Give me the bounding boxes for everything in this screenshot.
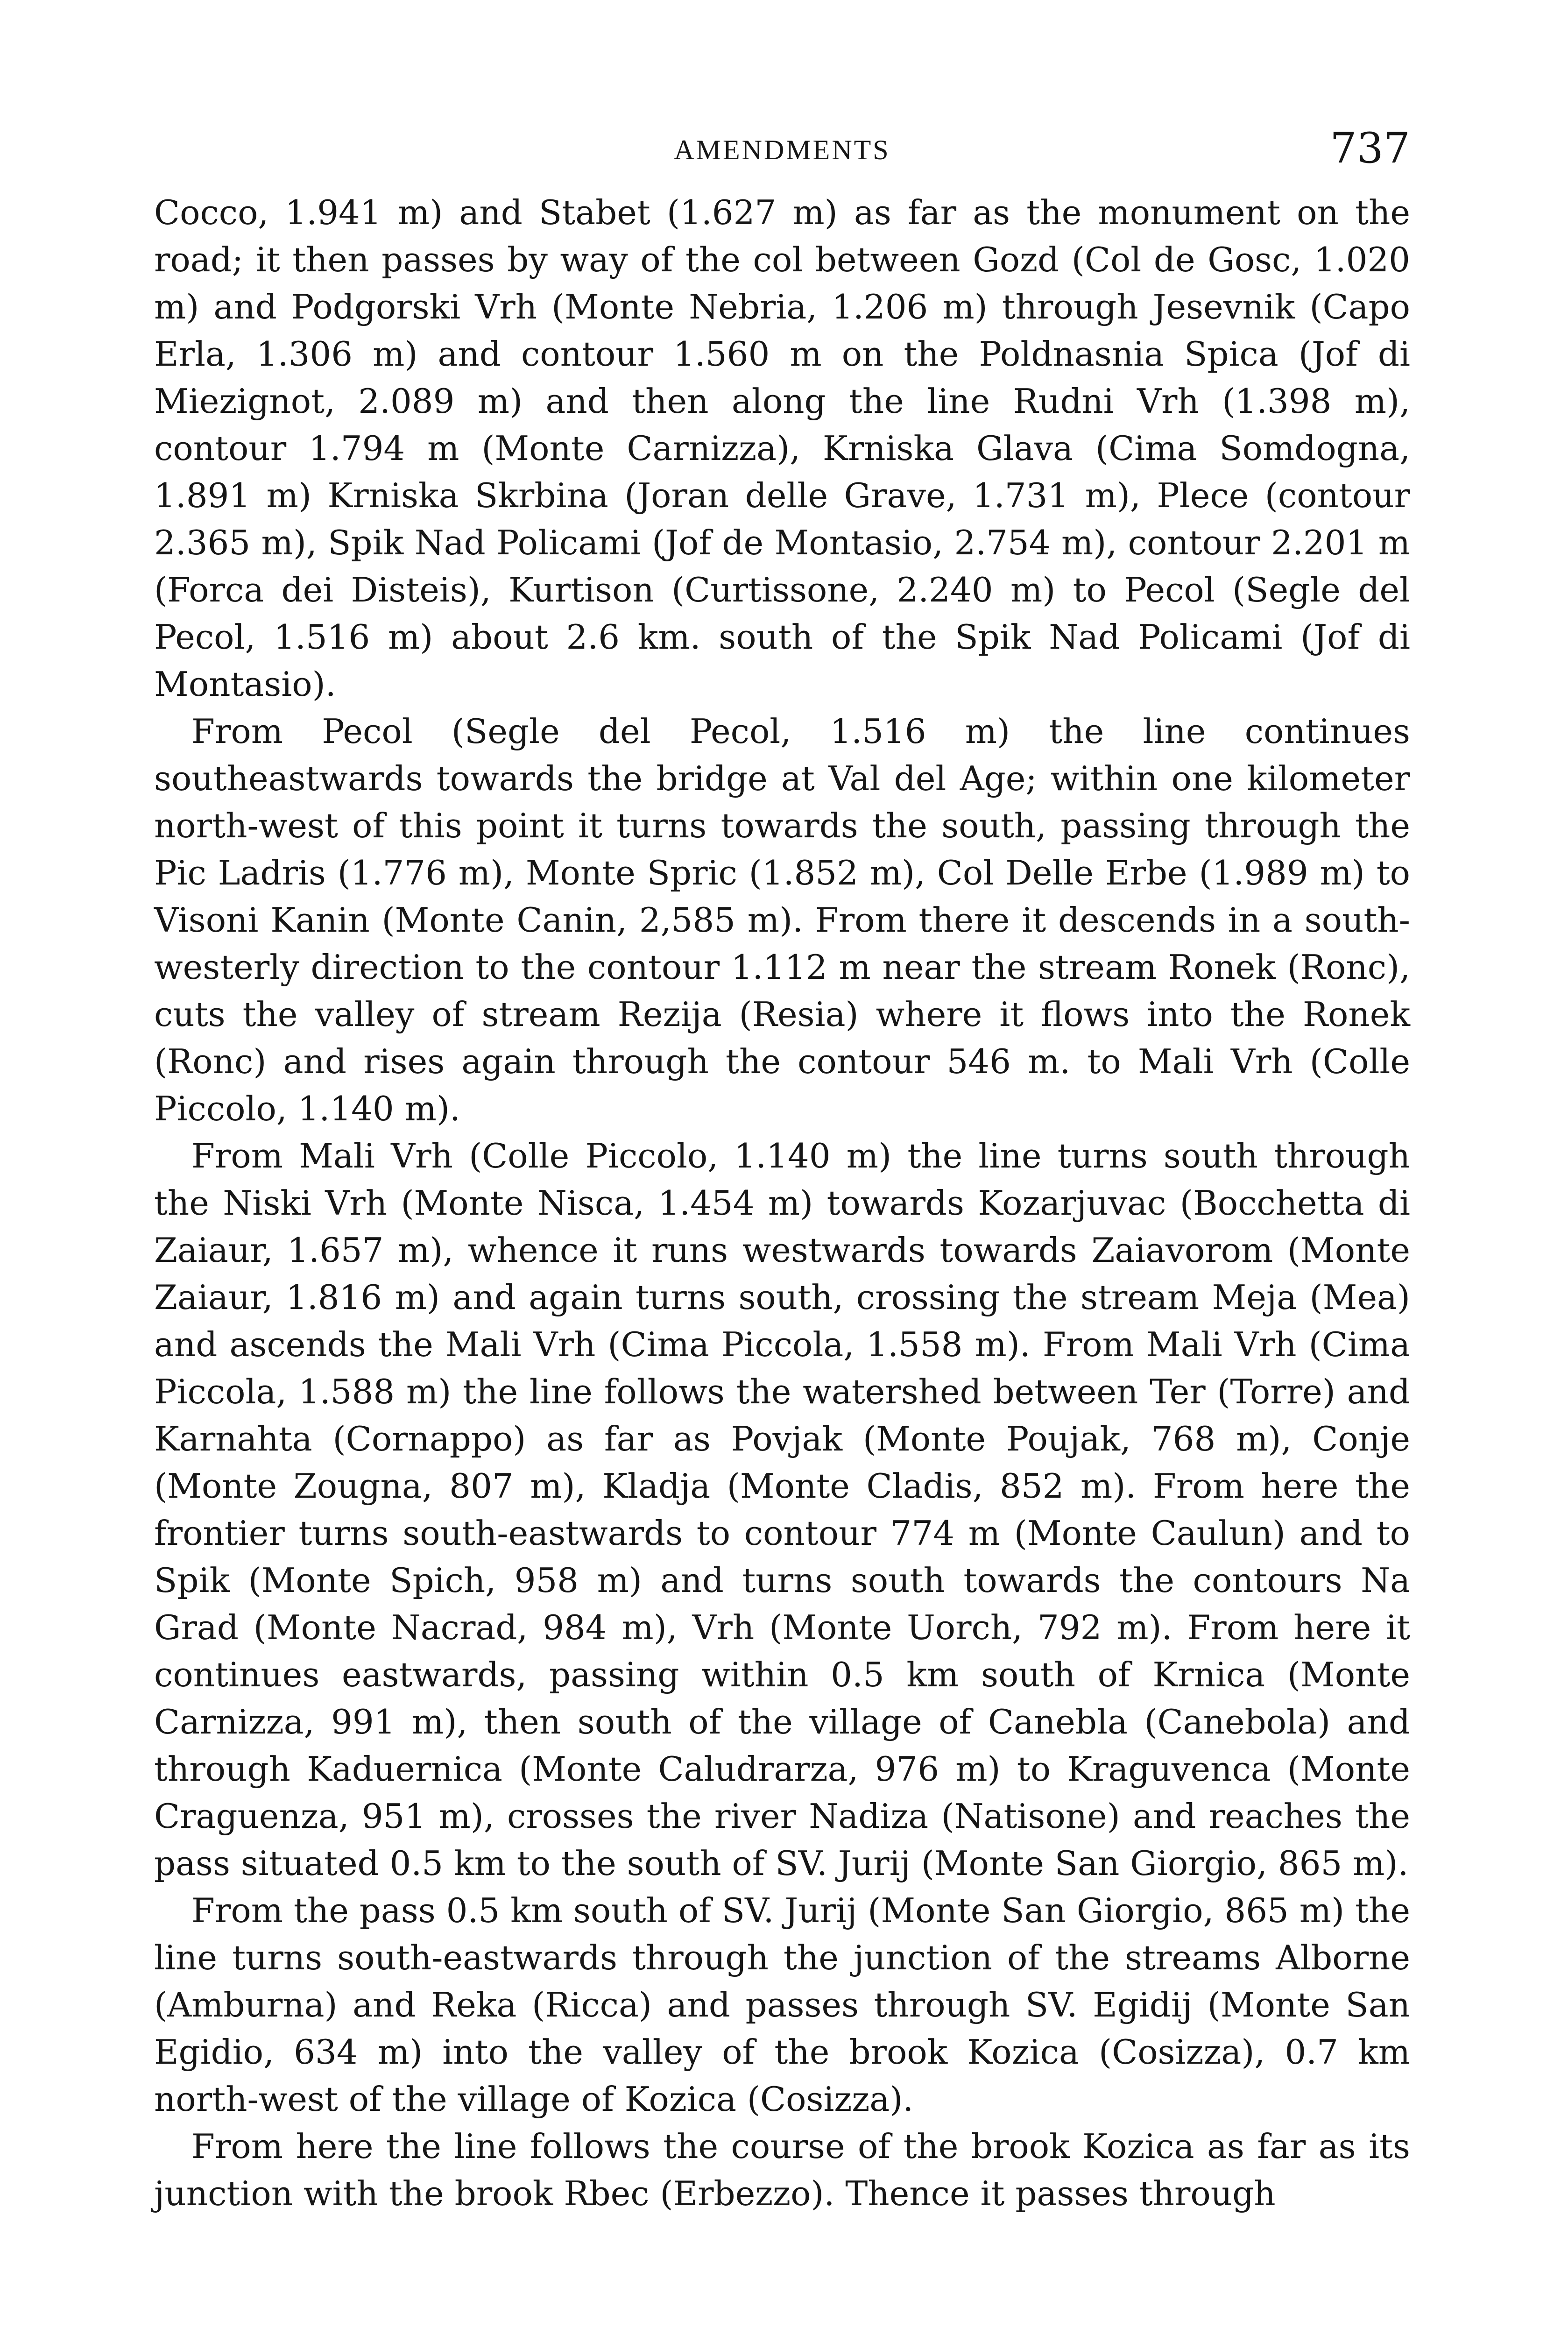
paragraph: From the pass 0.5 km south of SV. Jurij (Monte San Giorgio, 865 m) the line turns south-eastwards through the junction of the streams Alborne (Amburna) and Reka (Ricca) and passes through SV. Egidij (Monte San Egidio, 634 m) into the valley of the brook Kozica (Cosizza), 0.7 km north-west of the village of Kozica (Cosizza).	[154, 1891, 1410, 2119]
paragraph: From Mali Vrh (Colle Piccolo, 1.140 m) the line turns south through the Niski Vrh (Monte Nisca, 1.454 m) towards Kozarjuvac (Bocchetta di Zaiaur, 1.657 m), whence it runs westwards towards Zaiavorom (Monte Zaiaur, 1.816 m) and again turns south, crossing the stream Meja (Mea) and ascends the Mali Vrh (Cima Piccola, 1.558 m). From Mali Vrh (Cima Piccola, 1.588 m) the line follows the watershed between Ter (Torre) and Karnahta (Cornappo) as far as Povjak (Monte Poujak, 768 m), Conje (Monte Zougna, 807 m), Kladja (Monte Cladis, 852 m). From here the frontier turns south-eastwards to contour 774 m (Monte Caulun) and to Spik (Monte Spich, 958 m) and turns south towards the contours Na Grad (Monte Nacrad, 984 m), Vrh (Monte Uorch, 792 m). From here it continues eastwards, passing within 0.5 km south of Krnica (Monte Carnizza, 991 m), then south of the village of Canebla (Canebola) and through Kaduernica (Monte Caludrarza, 976 m) to Kraguvenca (Monte Craguenza, 951 m), crosses the river Nadiza (Natisone) and reaches the pass situated 0.5 km to the south of SV. Jurij (Monte San Giorgio, 865 m).	[154, 1136, 1410, 1883]
page-header	[154, 124, 1410, 180]
paragraph: From Pecol (Segle del Pecol, 1.516 m) the line continues southeastwards towards the bridge at Val del Age; within one kilometer north-west of this point it turns towards the south, passing through the Pic Ladris (1.776 m), Monte Spric (1.852 m), Col Delle Erbe (1.989 m) to Visoni Kanin (Monte Canin, 2,585 m). From there it descends in a south-westerly direction to the contour 1.112 m near the stream Ronek (Ronc), cuts the valley of stream Rezija (Resia) where it flows into the Ronek (Ronc) and rises again through the contour 546 m. to Mali Vrh (Colle Piccolo, 1.140 m).	[154, 712, 1410, 1128]
paragraph: From here the line follows the course of the brook Kozica as far as its junction with the brook Rbec (Erbezzo). Thence it passes through	[154, 2127, 1410, 2213]
page-number: 737	[1330, 124, 1410, 173]
running-head: AMENDMENTS	[674, 134, 890, 165]
body-text	[154, 189, 1410, 2217]
paragraph-continuation: Cocco, 1.941 m) and Stabet (1.627 m) as far as the monument on the road; it then passes by way of the col between Gozd (Col de Gosc, 1.020 m) and Podgorski Vrh (Monte Nebria, 1.206 m) through Jesevnik (Capo Erla, 1.306 m) and contour 1.560 m on the Poldnasnia Spica (Jof di Miezignot, 2.089 m) and then along the line Rudni Vrh (1.398 m), contour 1.794 m (Monte Carnizza), Krniska Glava (Cima Somdogna, 1.891 m) Krniska Skrbina (Joran delle Grave, 1.731 m), Plece (contour 2.365 m), Spik Nad Policami (Jof de Montasio, 2.754 m), contour 2.201 m (Forca dei Disteis), Kurtison (Curtissone, 2.240 m) to Pecol (Segle del Pecol, 1.516 m) about 2.6 km. south of the Spik Nad Policami (Jof di Montasio).	[154, 193, 1410, 704]
